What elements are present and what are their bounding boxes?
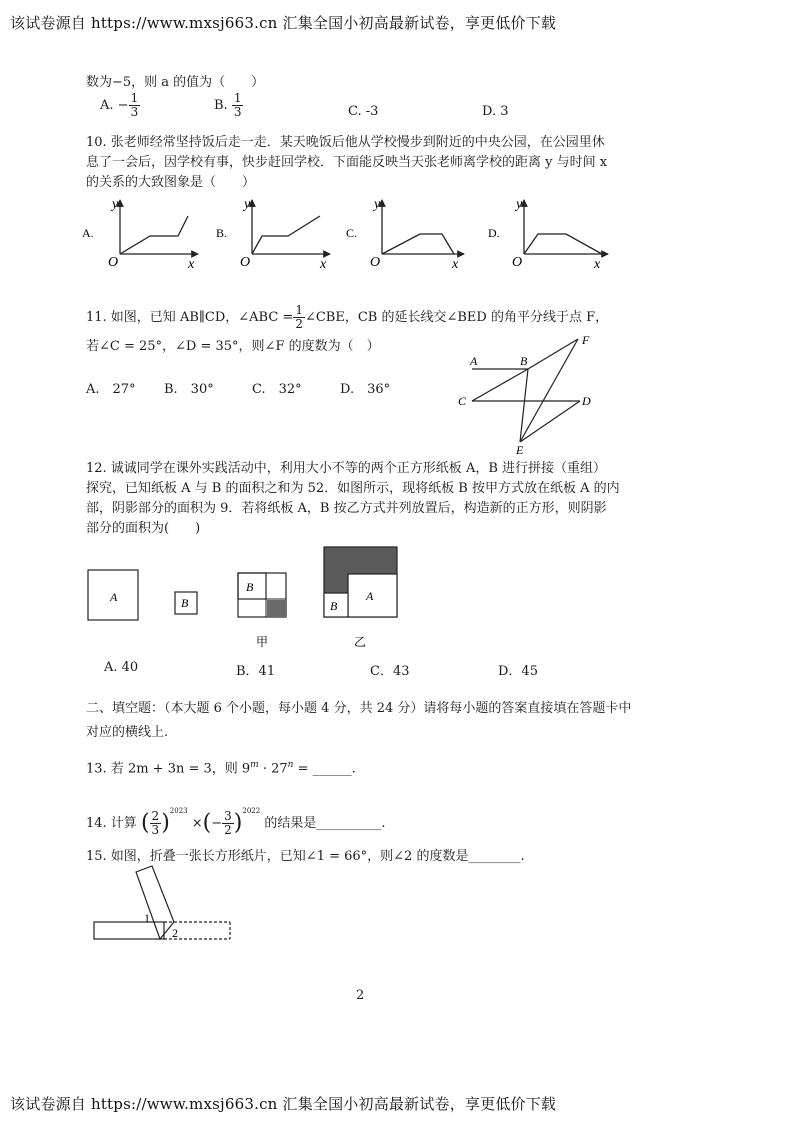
svg-text:乙: 乙	[354, 635, 367, 649]
watermark-bottom: 该试卷源自 https://www.mxsj663.cn 汇集全国小初高最新试卷，享更低价下载	[10, 1095, 557, 1113]
q12-option-a: A. 40	[104, 660, 139, 675]
svg-text:B: B	[330, 599, 338, 613]
svg-text:E: E	[516, 443, 524, 457]
q11-figure	[454, 332, 604, 458]
q15-figure	[90, 862, 240, 946]
svg-text:A: A	[366, 589, 374, 603]
q12-line3: 部，阴影部分的面积为 9．若将纸板 A，B 按乙方式并列放置后，构造新的正方形，则阴影	[86, 501, 607, 516]
q11-option-d: D. 36°	[340, 382, 391, 397]
page-number: 2	[356, 988, 365, 1003]
svg-text:F: F	[582, 333, 590, 347]
q12-option-d: D．45	[498, 664, 538, 679]
q12-line2: 探究，已知纸板 A 与 B 的面积之和为 52．如图所示，现将纸板 B 按甲方式放在纸板 A 的内	[86, 481, 620, 496]
q11-line2: 若∠C = 25°，∠D = 35°，则∠F 的度数为（ ）	[86, 339, 380, 354]
svg-text:B: B	[181, 596, 189, 610]
q11-option-b: B. 30°	[164, 382, 214, 397]
graph-b	[216, 197, 330, 270]
section2-line1: 二、填空题：（本大题 6 个小题，每小题 4 分，共 24 分）请将每小题的答案直接填在答题卡中	[86, 701, 632, 716]
q9-option-c: C. -3	[348, 104, 379, 119]
svg-text:D.: D.	[488, 226, 500, 240]
figure-yi	[324, 547, 397, 649]
q13: 13. 若 2m + 3n = 3，则 $9^m \cdot 27^n$ = ______.	[86, 760, 356, 777]
svg-text:x: x	[320, 257, 327, 270]
svg-text:1: 1	[144, 911, 150, 925]
q11-option-c: C. 32°	[252, 382, 302, 397]
svg-text:C: C	[458, 394, 467, 408]
svg-text:B.: B.	[216, 226, 228, 240]
svg-text:甲: 甲	[256, 635, 269, 649]
svg-text:y: y	[374, 197, 381, 212]
q10-graphs	[80, 196, 620, 270]
q10-line2: 息了一会后，因学校有事，快步赶回学校．下面能反映当天张老师离学校的距离 y 与时间 x	[86, 155, 608, 170]
svg-text:B: B	[520, 354, 528, 368]
svg-text:D: D	[582, 394, 591, 408]
svg-text:2: 2	[172, 926, 178, 940]
q12-option-b: B．41	[236, 664, 276, 679]
figure-jia	[238, 573, 286, 649]
watermark-top: 该试卷源自 https://www.mxsj663.cn 汇集全国小初高最新试卷，享更低价下载	[10, 14, 557, 32]
q12-line4: 部分的面积为( )	[86, 521, 201, 536]
jia-shaded-region	[267, 600, 286, 617]
svg-text:C.: C.	[346, 226, 358, 240]
svg-text:B: B	[246, 580, 254, 594]
q9-option-a: A. − $\frac{1}{3}$	[100, 91, 139, 119]
graph-a-line	[120, 216, 188, 254]
svg-text:O: O	[512, 255, 523, 270]
q14: 14. 计算 ( $\frac{2}{3}$ )$^{2023}$ ×(− $\frac{3}{2}$ )$^{2022}$ 的结果是__________.	[86, 807, 386, 837]
q11-line1: 11. 如图，已知 AB∥CD，∠ABC = $\frac{1}{2}$ ∠CBE，CB 的延长线交∠BED 的角平分线于点 F，	[86, 303, 609, 331]
svg-text:x: x	[594, 257, 601, 270]
section2-line2: 对应的横线上.	[86, 725, 169, 740]
svg-text:x: x	[188, 257, 195, 270]
q9-option-d: D. 3	[482, 104, 509, 119]
svg-text:x: x	[452, 257, 459, 270]
svg-text:O: O	[108, 255, 119, 270]
q15: 15. 如图，折叠一张长方形纸片，已知∠1 = 66°，则∠2 的度数是________.	[86, 849, 525, 864]
q10-line1: 10. 张老师经常坚持饭后走一走．某天晚饭后他从学校慢步到附近的中央公园，在公园里休	[86, 135, 605, 150]
svg-text:O: O	[240, 255, 251, 270]
q10-line3: 的关系的大致图象是（ ）	[86, 175, 256, 190]
q12-option-c: C．43	[370, 664, 410, 679]
svg-text:A: A	[110, 590, 118, 604]
svg-text:A.: A.	[82, 226, 94, 240]
graph-b-line	[252, 216, 320, 254]
graph-a	[82, 197, 198, 270]
svg-text:A: A	[470, 354, 478, 368]
q12-line1: 12. 诚诚同学在课外实践活动中，利用大小不等的两个正方形纸板 A，B 进行拼接（重组）	[86, 461, 607, 476]
svg-text:y: y	[112, 197, 119, 212]
graph-c	[346, 197, 464, 270]
graph-d-line	[524, 234, 602, 254]
graph-c-line	[382, 234, 454, 254]
q11-option-a: A. 27°	[86, 382, 136, 397]
graph-d	[488, 197, 608, 270]
q9-stem: 数为−5，则 a 的值为（ ）	[86, 75, 265, 90]
q9-option-b: B. $\frac{1}{3}$	[214, 91, 242, 119]
q12-figures	[80, 540, 410, 652]
svg-text:O: O	[370, 255, 381, 270]
svg-text:y: y	[244, 197, 251, 212]
svg-text:y: y	[516, 197, 523, 212]
